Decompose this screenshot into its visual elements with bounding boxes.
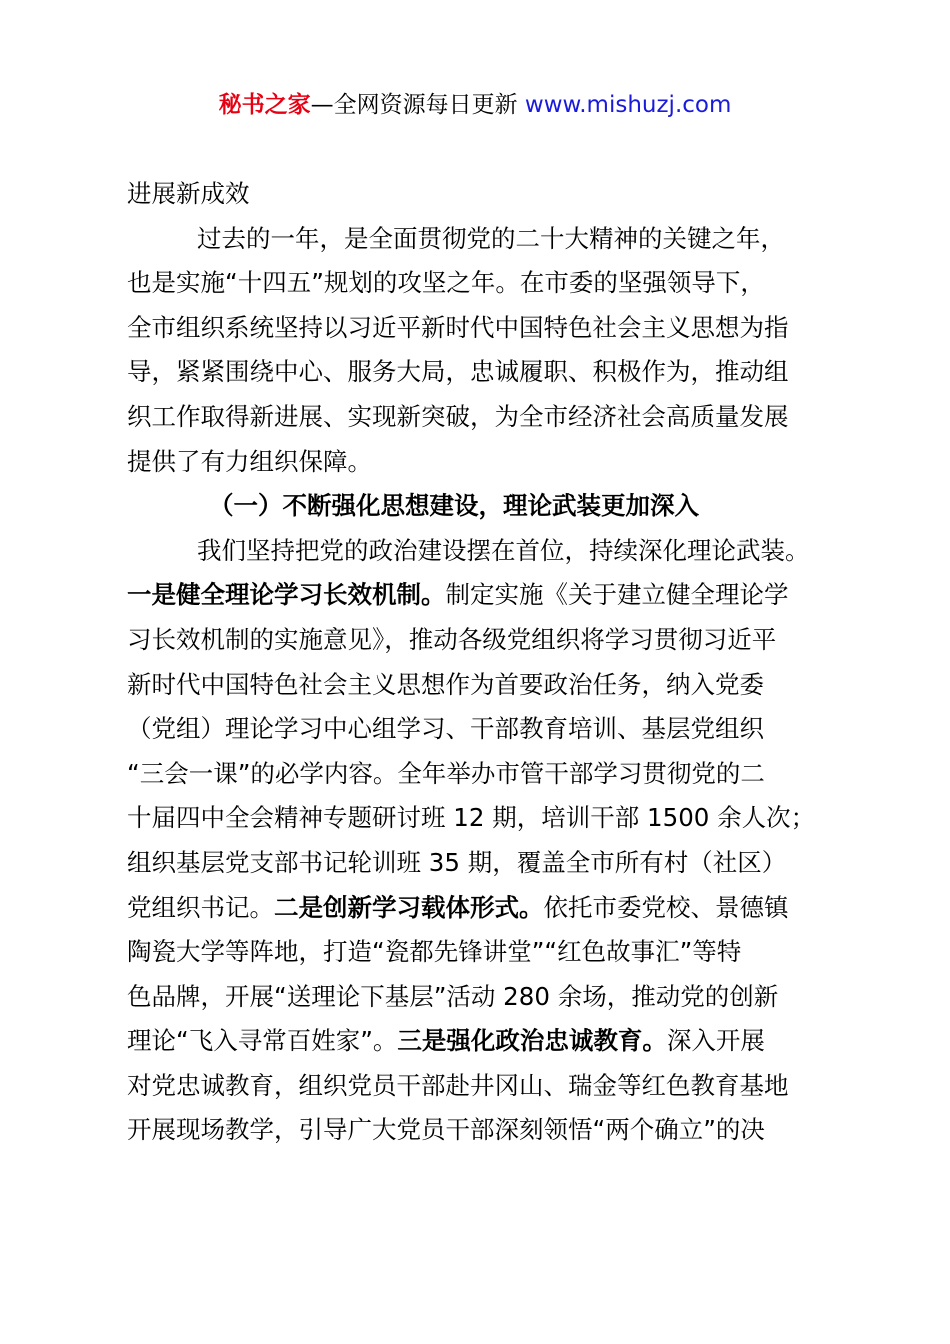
text-line: 导，紧紧围绕中心、服务大局，忠诚履职、积极作为，推动组 [127, 357, 789, 387]
text-run: 制定实施《关于建立健全理论学 [445, 580, 789, 610]
text-run: 理论“飞入寻常百姓家”。 [127, 1026, 398, 1056]
text-line: 组织基层党支部书记轮训班 35 期，覆盖全市所有村（社区） [127, 847, 787, 877]
paragraph-first-line: 过去的一年，是全面贯彻党的二十大精神的关键之年， [197, 223, 785, 253]
text-run: 深入开展 [666, 1026, 765, 1056]
paragraph-first-line: 我们坚持把党的政治建设摆在首位，持续深化理论武装。 [197, 535, 810, 565]
site-url-link[interactable]: www.mishuzj.com [524, 92, 732, 118]
text-run: 依托市委党校、景德镇 [543, 892, 789, 922]
text-line: 开展现场教学，引导广大党员干部深刻领悟“两个确立”的决 [127, 1115, 765, 1145]
text-line: 习长效机制的实施意见》，推动各级党组织将学习贯彻习近平 [127, 624, 777, 654]
text-line: 十届四中全会精神专题研讨班 12 期，培训干部 1500 余人次； [127, 803, 816, 833]
bold-point: 三是强化政治忠诚教育。 [397, 1026, 667, 1056]
text-line [127, 886, 837, 931]
text-line: 陶瓷大学等阵地，打造“瓷都先锋讲堂”“红色故事汇”等特 [127, 937, 742, 967]
header-tagline: —全网资源每日更新 [310, 92, 525, 118]
text-line: （党组）理论学习中心组学习、干部教育培训、基层党组织 [127, 714, 764, 744]
text-line: “三会一课”的必学内容。全年举办市管干部学习贯彻党的二 [127, 758, 765, 788]
text-line: 全市组织系统坚持以习近平新时代中国特色社会主义思想为指 [127, 312, 789, 342]
text-line: 也是实施“十四五”规划的攻坚之年。在市委的坚强领导下， [127, 268, 765, 298]
site-header [0, 88, 950, 122]
text-line [127, 1019, 837, 1064]
section-heading: （一）不断强化思想建设，理论武装更加深入 [209, 491, 699, 521]
text-line: 对党忠诚教育，组织党员干部赴井冈山、瑞金等红色教育基地 [127, 1070, 789, 1100]
bold-point: 二是创新学习载体形式。 [274, 892, 544, 922]
text-run: 党组织书记。 [127, 892, 274, 922]
brand-name: 秘书之家 [218, 92, 311, 118]
text-line: 色品牌，开展“送理论下基层”活动 280 余场，推动党的创新 [127, 981, 779, 1011]
document-body [127, 172, 837, 1153]
text-line: 织工作取得新进展、实现新突破，为全市经济社会高质量发展 [127, 401, 789, 431]
bold-point: 一是健全理论学习长效机制。 [127, 580, 446, 610]
text-line [127, 573, 837, 618]
text-line: 进展新成效 [127, 179, 250, 208]
text-line: 提供了有力组织保障。 [127, 446, 372, 476]
text-line: 新时代中国特色社会主义思想作为首要政治任务，纳入党委 [127, 669, 764, 699]
